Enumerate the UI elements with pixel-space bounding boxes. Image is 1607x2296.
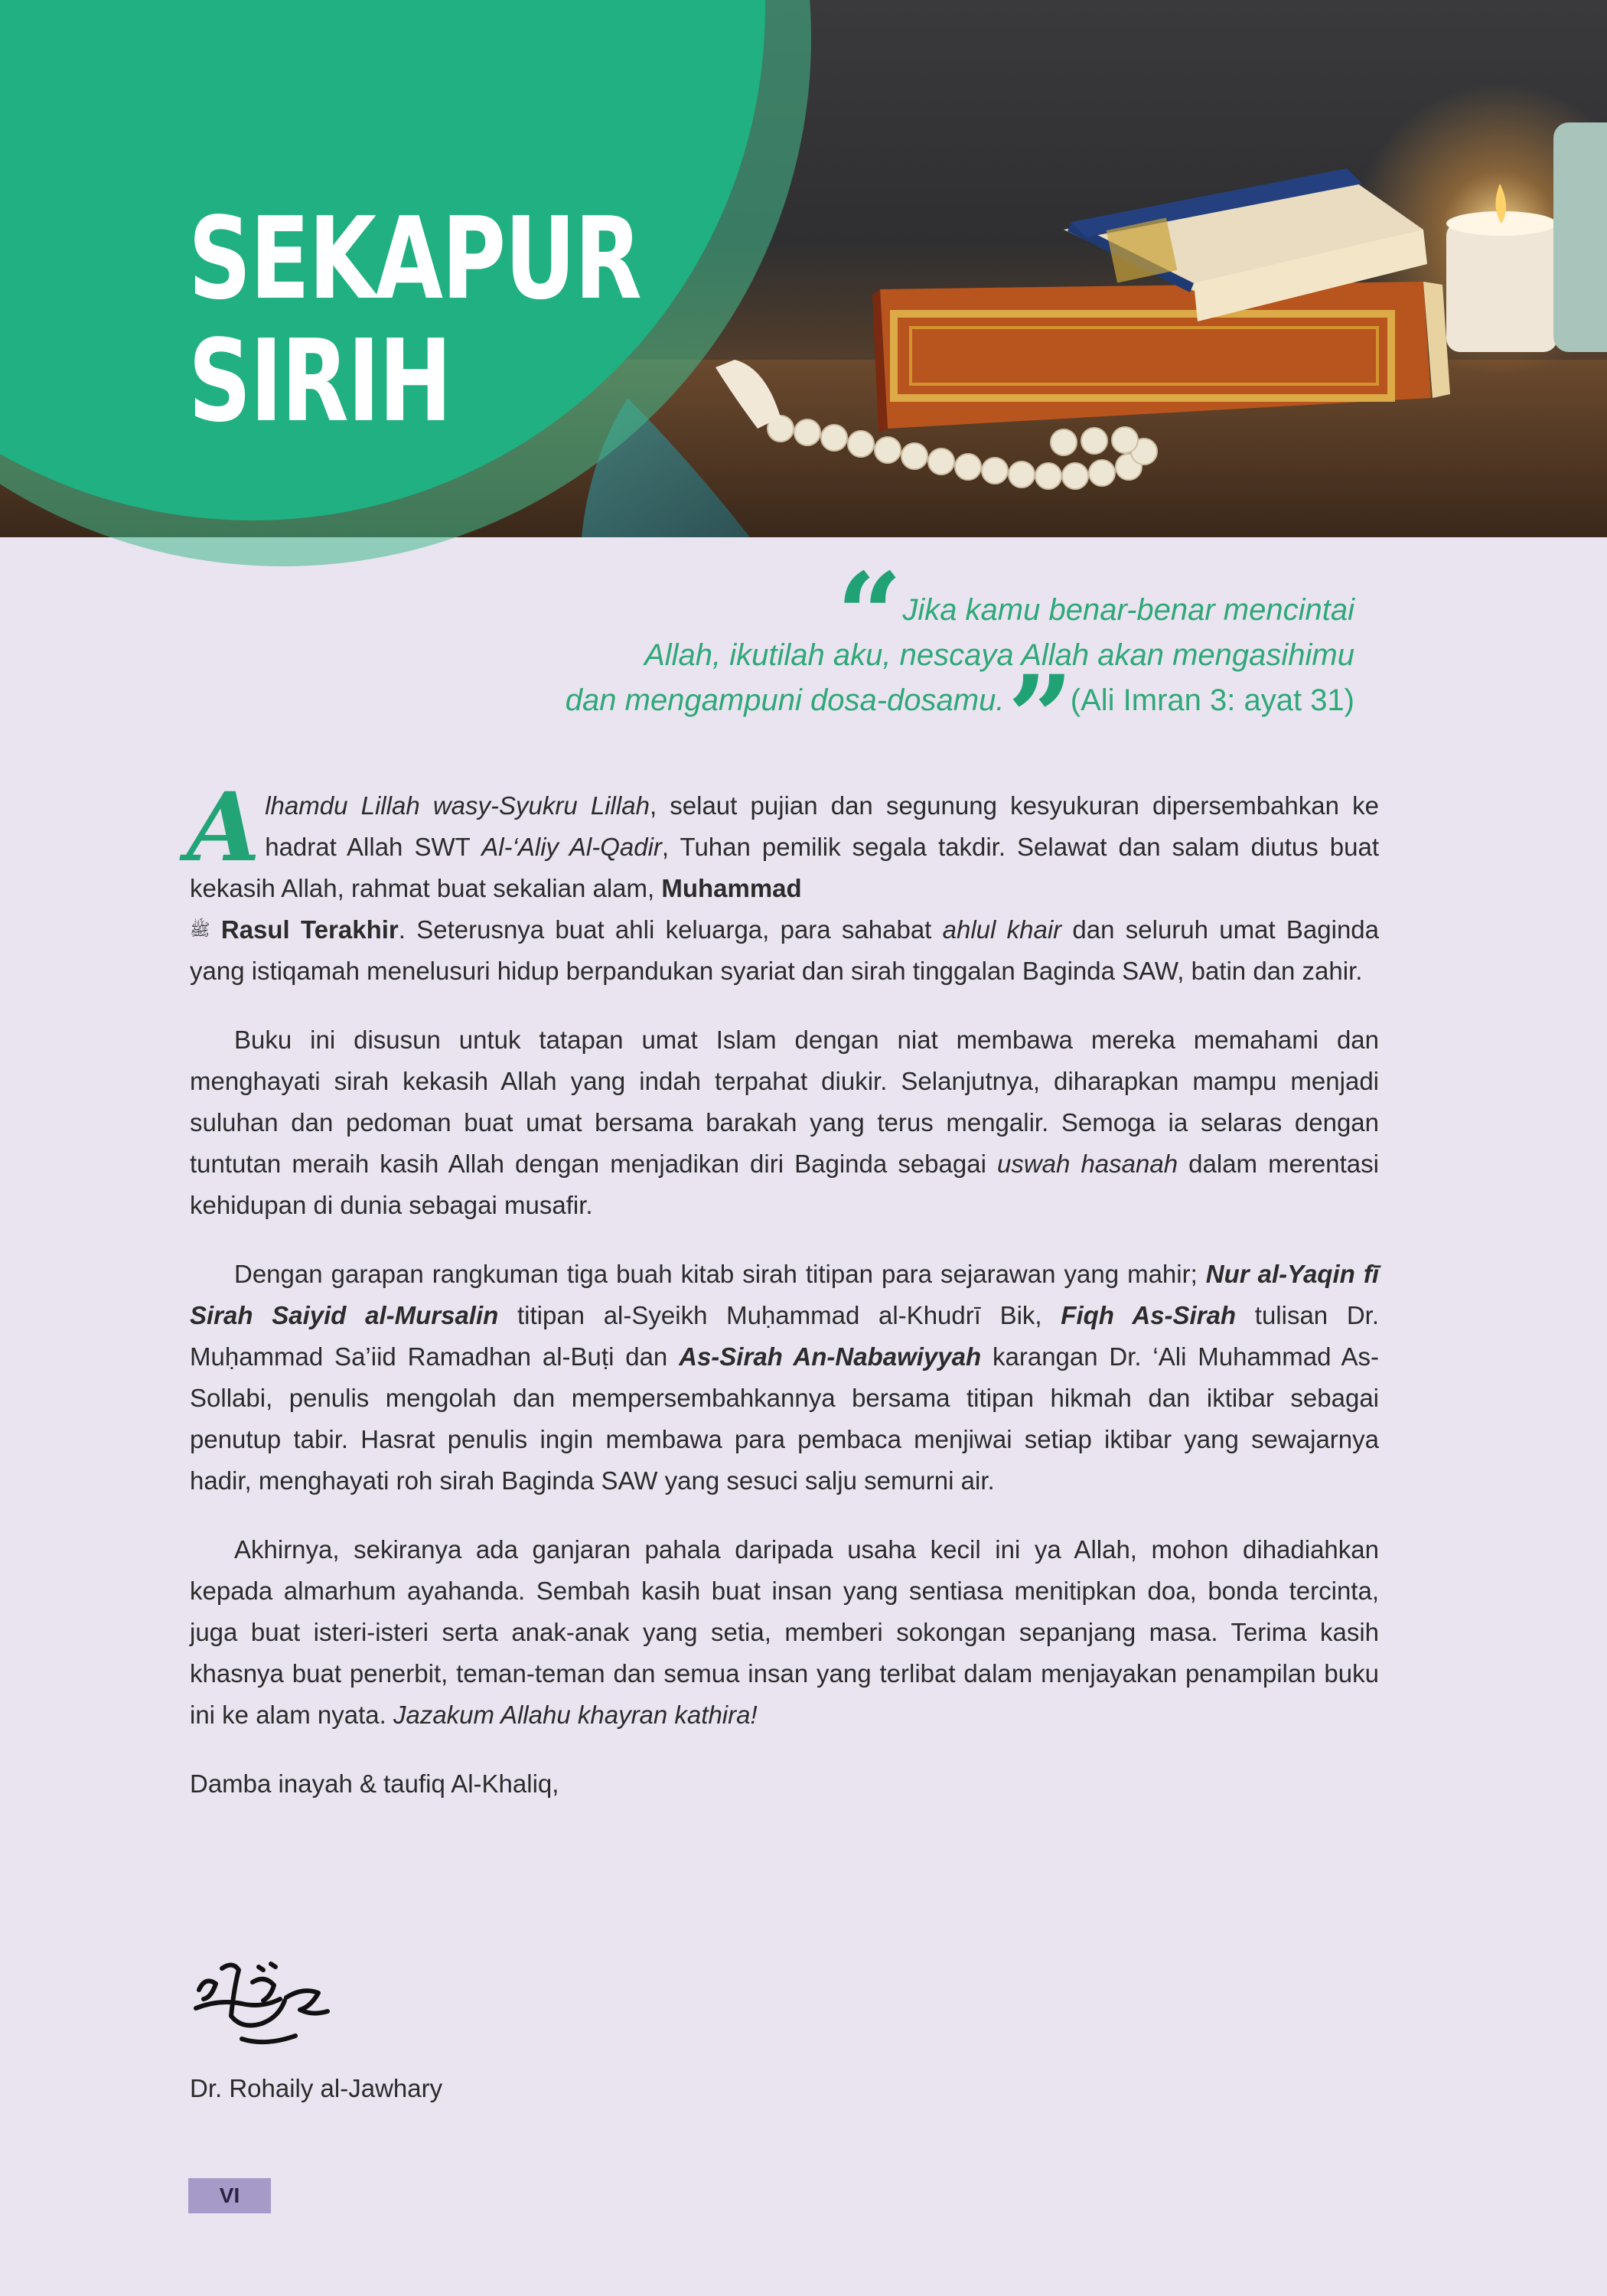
- p2-text-c: dalam merentasi kehidupan di dunia sebagai musafir.: [190, 1150, 1379, 1219]
- quote-text-3: dan mengampuni dosa-dosamu.: [565, 683, 1005, 717]
- p1-italic-a: lhamdu Lillah wasy-Syukru Lillah: [265, 791, 650, 820]
- p1-bold-e: Muhammad: [661, 874, 802, 902]
- p3-book-title-2: Fiqh As-Sirah: [1061, 1301, 1237, 1329]
- quote-text-1: Jika kamu benar-benar mencintai: [902, 593, 1354, 627]
- p1-italic-c: Al-‘Aliy Al-Qadir: [481, 833, 662, 861]
- p2-text-a: Buku ini disusun untuk tatapan umat Islam dengan niat membawa mereka memahami dan menghayati sirah kekasih Allah yang indah terpahat diukir. Selanjutnya, diharapkan mampu menjadi suluhan dan pedoman buat umat bersama barakah yang terus mengalir. Semoga ia selaras dengan tuntutan meraih kasih Allah dengan menjadikan diri Baginda sebagai: [190, 1026, 1379, 1178]
- p3-text-c: titipan al-Syeikh Muḥammad al-Khudrī Bik,: [498, 1301, 1061, 1329]
- title-line-1: SEKAPUR: [188, 193, 641, 325]
- quote-block: [398, 548, 1354, 785]
- page-number-badge: VI: [188, 2178, 271, 2213]
- p4-italic-b: Jazakum Allahu khayran kathira!: [393, 1701, 758, 1729]
- quote-reference: (Ali Imran 3: ayat 31): [1070, 683, 1354, 717]
- p3-book-title-3: As-Sirah An-Nabawiyyah: [679, 1342, 982, 1371]
- p3-text-e: tulisan Dr. Muḥammad Sa’iid Ramadhan al-Buṭi dan: [190, 1301, 1380, 1371]
- paragraph-4: [190, 1529, 1379, 1736]
- paragraph-1: [187, 772, 1380, 992]
- p1-text-d: , Tuhan pemilik segala takdir. Selawat dan salam diutus buat kekasih Allah, rahmat buat sekalian alam,: [190, 833, 1379, 902]
- page-title: [188, 193, 641, 447]
- drop-cap: A: [187, 772, 261, 883]
- p2-italic-b: uswah hasanah: [996, 1150, 1178, 1178]
- p1-bold-f: Rasul Terakhir: [220, 915, 399, 944]
- body-text: [187, 772, 1380, 1832]
- sign-off: Damba inayah & taufiq Al-Khaliq,: [190, 1769, 559, 1798]
- title-line-2: SIRIH: [188, 315, 451, 447]
- quote-line-2: Allah, ikutilah aku, nescaya Allah akan mengasihimu: [644, 638, 1354, 672]
- p3-text-a: Dengan garapan rangkuman tiga buah kitab sirah titipan para sejarawan yang mahir;: [234, 1260, 1206, 1288]
- p1-text-g: . Seterusnya buat ahli keluarga, para sahabat: [398, 915, 943, 944]
- p1-text-b: , selaut pujian dan segunung kesyukuran dipersembahkan ke hadrat Allah SWT: [265, 791, 1380, 861]
- paragraph-2: [190, 1019, 1379, 1226]
- signature: [188, 1953, 341, 2053]
- p1-text-i: dan seluruh umat Baginda yang istiqamah menelusuri hidup berpandukan syariat dan sirah tinggalan Baginda SAW, batin dan zahir.: [190, 915, 1380, 985]
- salawat-symbol: ﷺ: [190, 920, 210, 939]
- close-quote-icon: ”: [1007, 651, 1060, 785]
- open-quote-icon: “: [836, 548, 889, 683]
- p1-italic-h: ahlul khair: [942, 915, 1062, 944]
- paragraph-3: [190, 1254, 1379, 1502]
- p4-text-a: Akhirnya, sekiranya ada ganjaran pahala daripada usaha kecil ini ya Allah, mohon dihadiahkan kepada almarhum ayahanda. Sembah kasih buat insan yang sentiasa menitipkan doa, bonda tercinta, juga buat isteri-isteri serta anak-anak yang setia, memberi sokongan sepanjang masa. Terima kasih khasnya buat penerbit, teman-teman dan semua insan yang terlibat dalam menjayakan penampilan buku ini ke alam nyata.: [190, 1535, 1379, 1729]
- author-name: Dr. Rohaily al-Jawhary: [190, 2074, 443, 2102]
- p3-text-g: karangan Dr. ‘Ali Muhammad As-Sollabi, penulis mengolah dan mempersembahkannya bersama titipan hikmah dan iktibar sebagai penutup tabir. Hasrat penulis ingin membawa para pembaca menjiwai setiap iktibar yang sewajarnya hadir, menghayati roh sirah Baginda SAW yang sesuci salju semurni air.: [190, 1342, 1379, 1495]
- p3-book-title-1: Nur al-Yaqin fī Sirah Saiyid al-Mursalin: [190, 1260, 1379, 1329]
